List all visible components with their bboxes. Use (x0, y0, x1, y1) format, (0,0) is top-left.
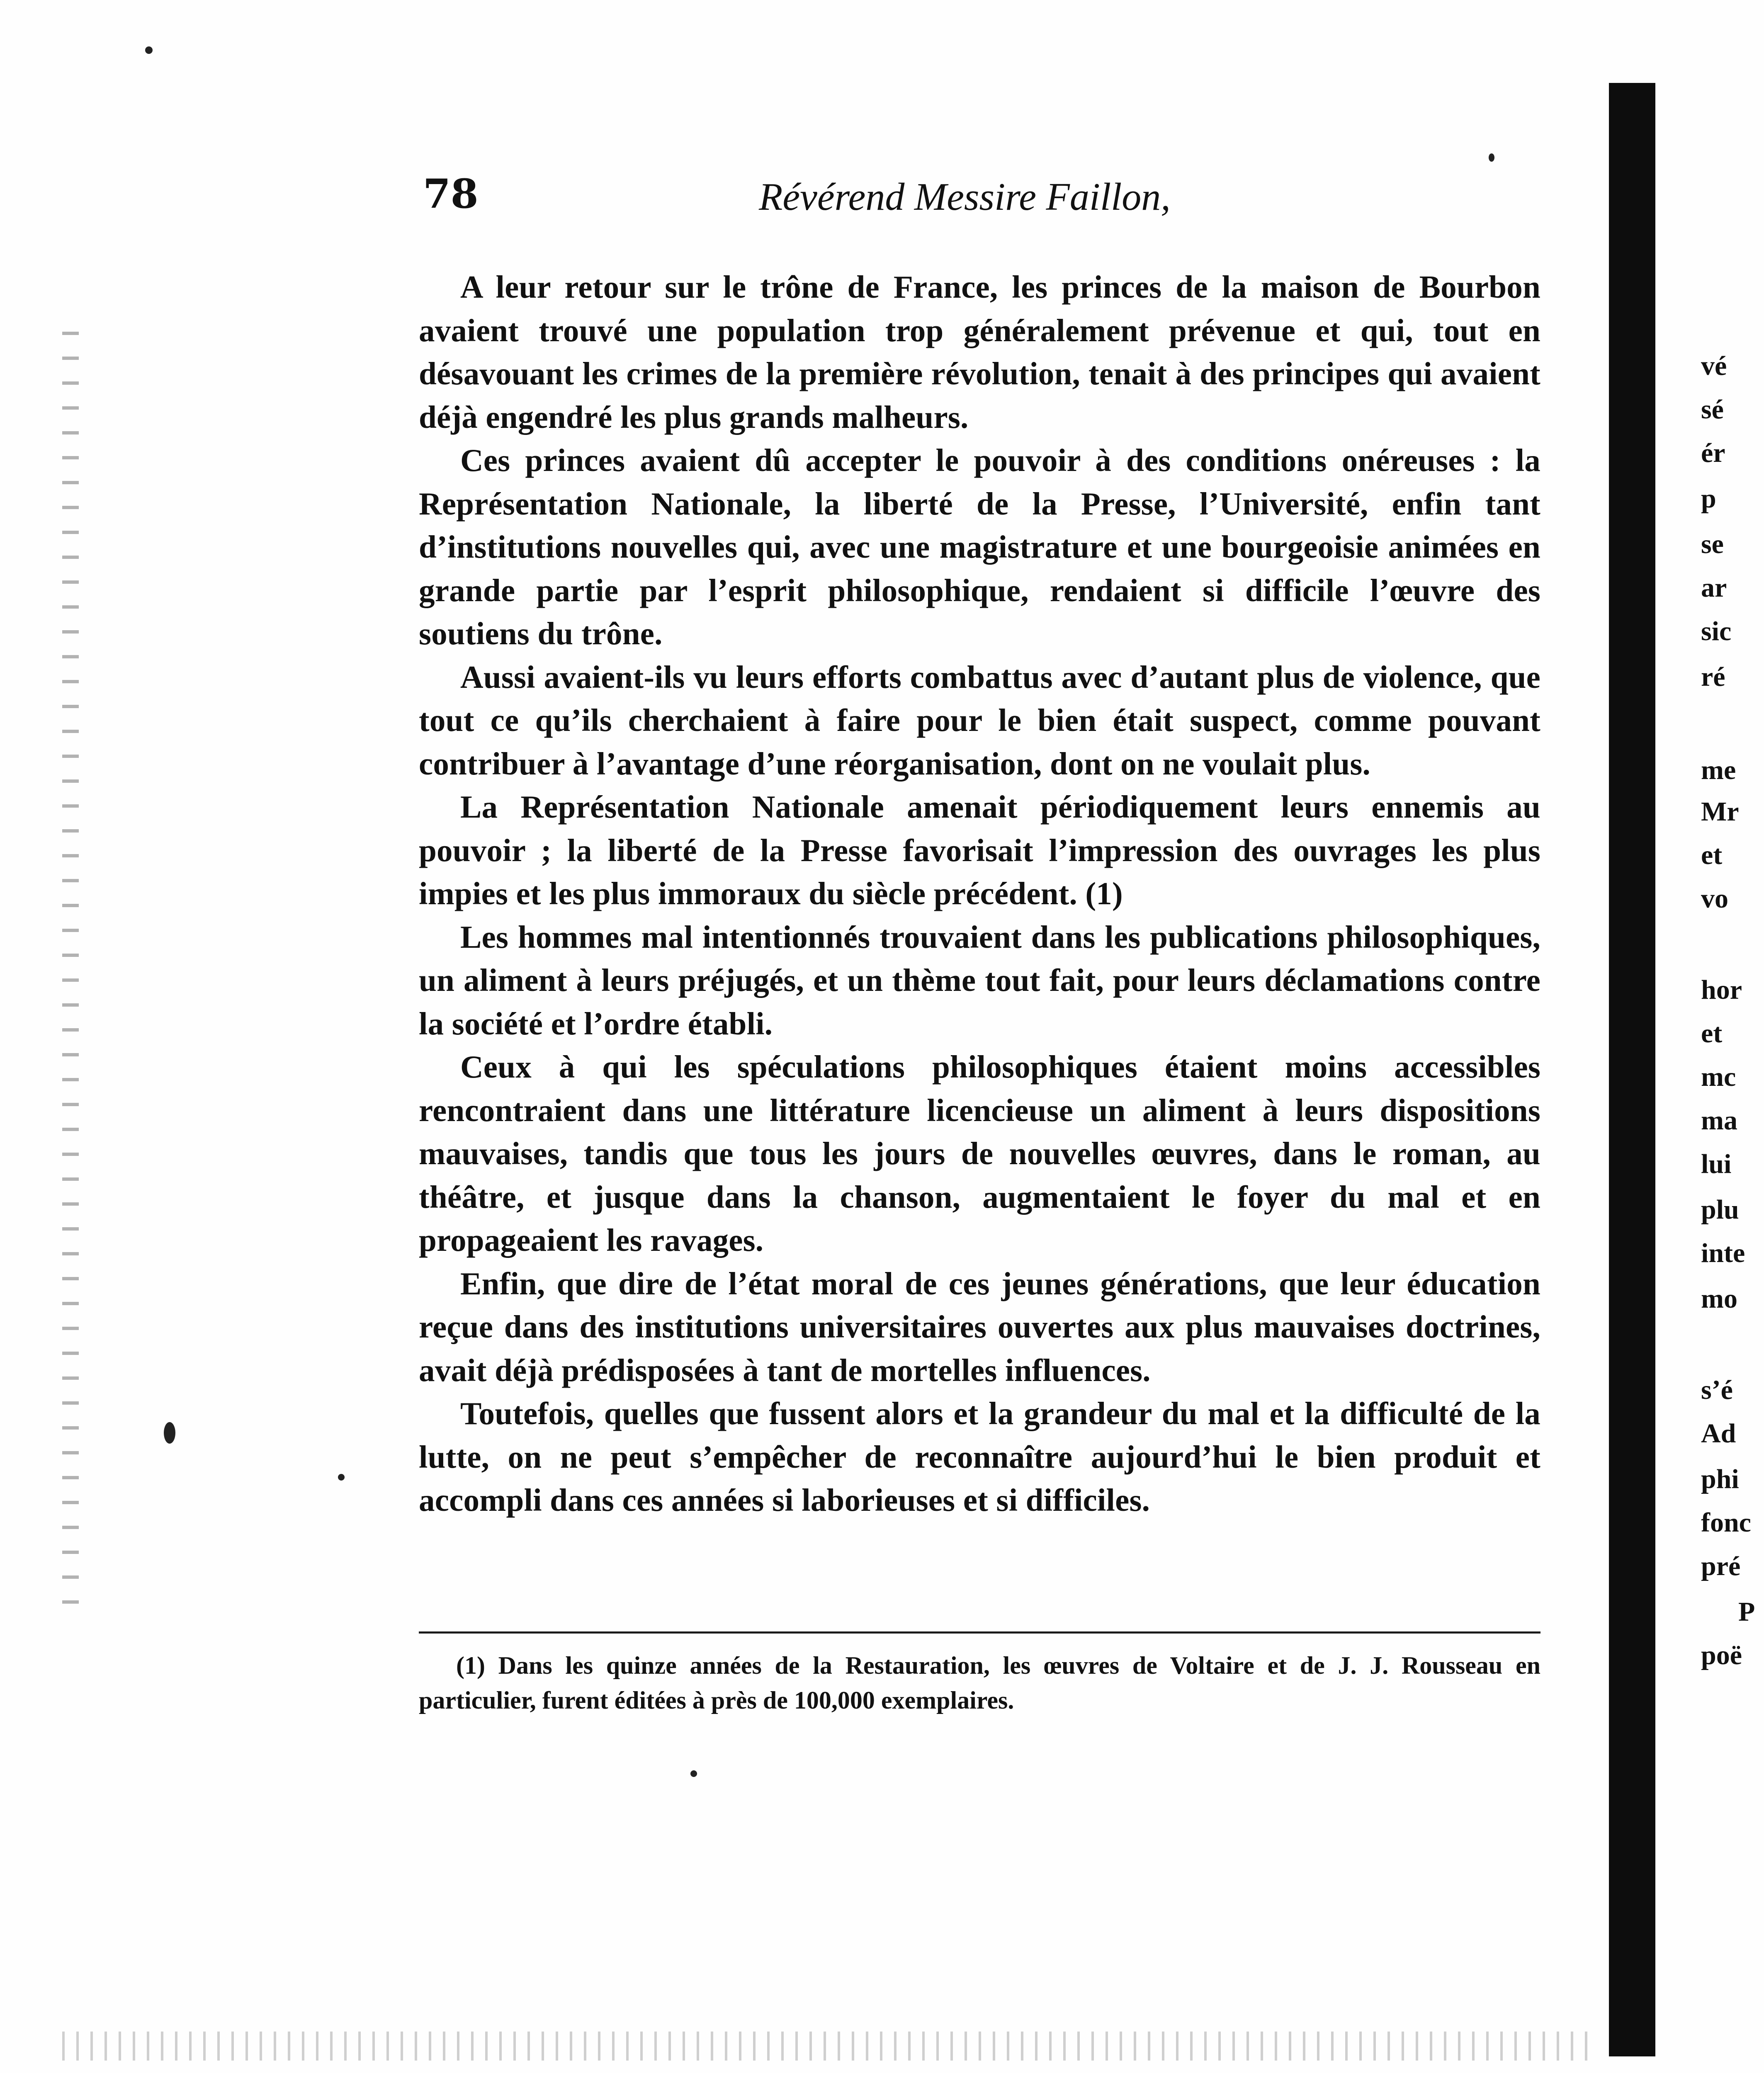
footnote-divider (419, 1631, 1540, 1634)
facing-fragment: plu (1701, 1194, 1739, 1225)
facing-fragment: inte (1701, 1238, 1745, 1268)
ink-speck (145, 46, 153, 54)
facing-fragment: ér (1701, 438, 1725, 468)
paragraph-4: La Représentation Nationale amenait périodiquement leurs ennemis au pouvoir ; la liberté de la Presse favorisait l’impression des ouvrages les plus impies et les plus immoraux du siècle précédent. (1) (419, 789, 1540, 911)
facing-fragment: Mr (1701, 796, 1739, 827)
facing-fragment: p (1701, 483, 1716, 514)
paragraph-8: Toutefois, quelles que fussent alors et la grandeur du mal et la difficulté de la lutte, on ne peut s’empêcher de reconnaître aujourd’hui le bien produit et accompli dans ces années si laborieuses et si difficiles. (419, 1396, 1540, 1518)
facing-fragment: fonc (1701, 1507, 1751, 1538)
facing-fragment: et (1701, 1018, 1723, 1049)
facing-fragment: hor (1701, 975, 1742, 1005)
facing-fragment: vé (1701, 351, 1727, 381)
facing-fragment: mo (1701, 1284, 1737, 1314)
facing-fragment: sé (1701, 394, 1724, 425)
facing-fragment: pré (1701, 1551, 1741, 1581)
facing-fragment: poë (1701, 1640, 1742, 1670)
ink-speck (164, 1422, 175, 1444)
main-text-block (419, 265, 1540, 1522)
facing-fragment: et (1701, 840, 1723, 870)
running-title: Révérend Messire Faillon, (759, 175, 1171, 218)
facing-page-edge (1655, 0, 1764, 2073)
paragraph-5: Les hommes mal intentionnés trouvaient dans les publications philosophiques, un aliment à leurs préjugés, et un thème tout fait, pour leurs déclamations contre la société et l’ordre établi. (419, 919, 1540, 1041)
facing-fragment: mc (1701, 1062, 1736, 1092)
facing-fragment: phi (1701, 1464, 1739, 1494)
facing-fragment: Ad (1701, 1418, 1736, 1449)
paragraph-7: Enfin, que dire de l’état moral de ces jeunes générations, que leur éducation reçue dans des institutions universitaires ouvertes aux plus mauvaises doctrines, avait déjà prédisposées à tant de mortelles influences. (419, 1265, 1540, 1388)
facing-fragment: se (1701, 529, 1724, 559)
paragraph-3: Aussi avaient-ils vu leurs efforts combattus avec d’autant plus de violence, que tout ce qu’ils cherchaient à faire pour le bien était suspect, comme pouvant contribuer à l’avantage d’une réorganisation, dont on ne voulait plus. (419, 659, 1540, 782)
page-number: 78 (423, 170, 479, 217)
facing-fragment: s’é (1701, 1375, 1733, 1405)
paragraph-2: Ces princes avaient dû accepter le pouvoir à des conditions onéreuses : la Représentation Nationale, la liberté de la Presse, l’Université, enfin tant d’institutions nouvelles qui, avec une magistrature et une bourgeoisie animées en grande partie par l’esprit philosophique, rendaient si difficile l’œuvre des soutiens du trône. (419, 442, 1540, 651)
ink-speck (338, 1474, 345, 1481)
bottom-edge-scan-noise (62, 2032, 1596, 2061)
book-gutter-shadow (1609, 83, 1655, 2056)
facing-fragment: vo (1701, 884, 1728, 914)
left-margin-scan-noise (62, 332, 79, 1617)
facing-fragment: ma (1701, 1105, 1737, 1136)
footnote: (1) Dans les quinze années de la Restauration, les œuvres de Voltaire et de J. J. Rousseau en particulier, furent éditées à près de 100,000 exemplaires. (419, 1652, 1540, 1714)
paragraph-1: A leur retour sur le trône de France, les princes de la maison de Bourbon avaient trouvé une population trop généralement prévenue et qui, tout en désavouant les crimes de la première révolution, tenait à des principes qui avaient déjà engendré les plus grands malheurs. (419, 269, 1540, 435)
facing-fragment: ré (1701, 662, 1725, 692)
facing-fragment: P (1738, 1597, 1755, 1627)
facing-fragment: sic (1701, 616, 1732, 646)
facing-fragment: me (1701, 755, 1736, 785)
facing-fragment: ar (1701, 573, 1727, 603)
ink-speck (1489, 153, 1494, 162)
ink-speck (690, 1770, 697, 1777)
paragraph-6: Ceux à qui les spéculations philosophiques étaient moins accessibles rencontraient dans une littérature licencieuse un aliment à leurs dispositions mauvaises, tandis que tous les jours de nouvelles œuvres, dans le roman, au théâtre, et jusque dans la chanson, augmentaient le foyer du mal et en propageaient les ravages. (419, 1049, 1540, 1258)
facing-fragment: lui (1701, 1149, 1732, 1179)
